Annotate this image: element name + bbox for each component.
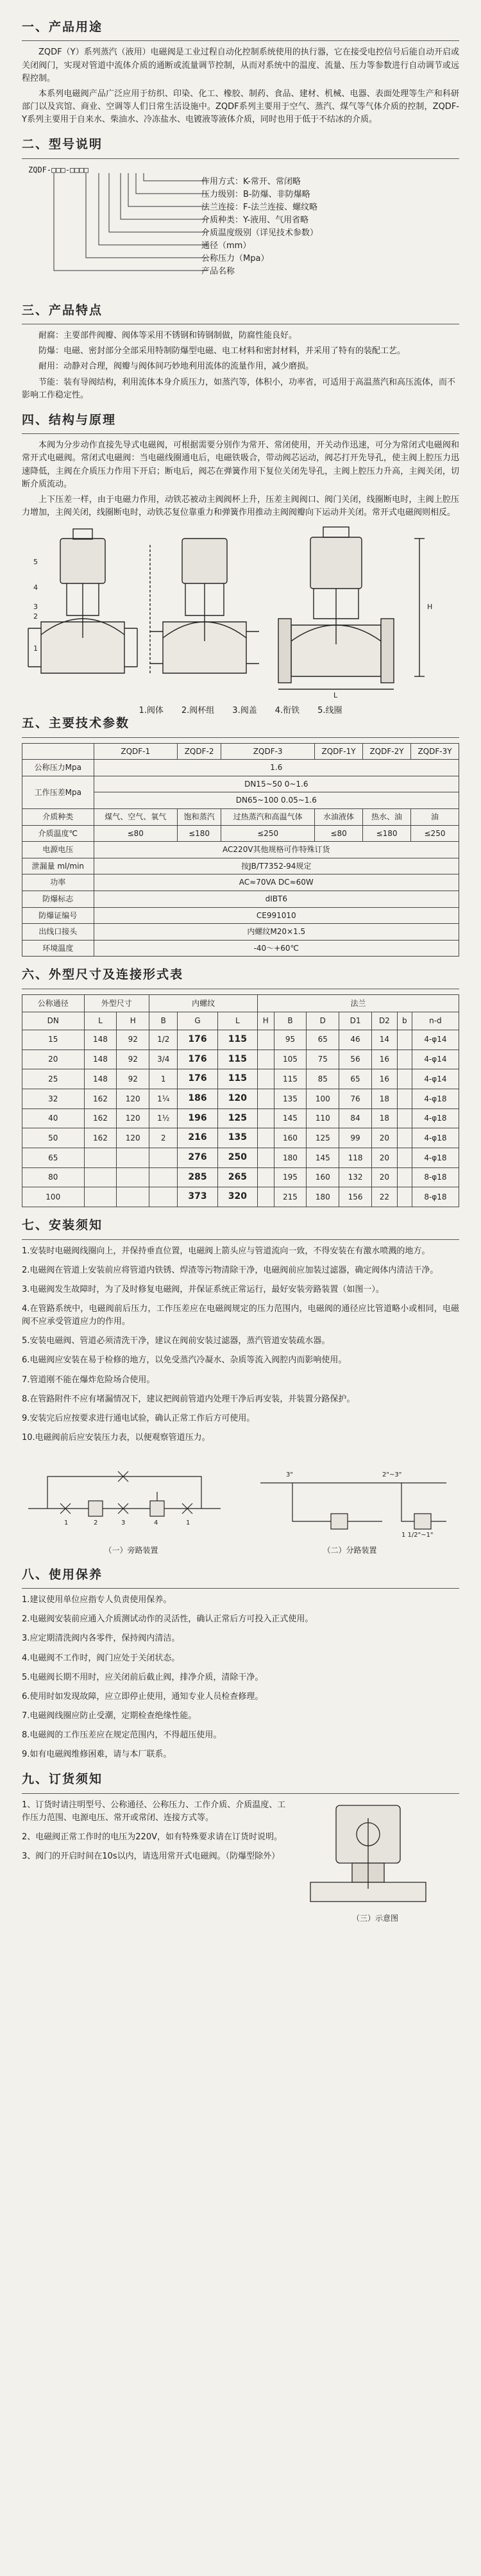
branch-caption: （二）分路装置 [323, 1546, 377, 1555]
install-item: 8.在管路附件不应有堵漏情况下，建议把阀前管道内处理干净后再安装，并装置分路保护。 [22, 1394, 355, 1404]
maintenance-item: 2.电磁阀安装前应通入介质测试动作的灵活性，确认正常后方可投入正式使用。 [22, 1614, 314, 1625]
dim-subhead: G [178, 1012, 217, 1030]
part-caption-cup: 2.阀杯组 [181, 706, 215, 716]
dim-cell: 4-φ14 [412, 1050, 459, 1069]
spec-key: 工作压差Mpa [22, 776, 94, 808]
dim-cell: 18 [371, 1089, 397, 1108]
dim-cell: 20 [371, 1128, 397, 1148]
model-label-medium: 介质种类：Y-液用、气用省略 [201, 215, 309, 225]
dim-cell: 92 [117, 1030, 149, 1050]
section-divider [22, 40, 459, 41]
dim-cell: 15 [22, 1030, 85, 1050]
model-label-name: 产品名称 [201, 266, 235, 276]
dim-cell: 56 [339, 1050, 372, 1069]
dim-cell: 80 [22, 1167, 85, 1187]
section-title-maintenance: 八、使用保养 [22, 1567, 103, 1582]
feature-corrosion: 耐腐：主要部件阀瓣、阀体等采用不锈钢和铸钢制做，防腐性能良好。 [38, 331, 298, 341]
spec-value: DN65~100 0.05~1.6 [94, 792, 459, 809]
svg-text:3: 3 [121, 1519, 126, 1527]
dim-subhead: H [258, 1012, 274, 1030]
install-item: 9.安装完后应按要求进行通电试验，确认正常工作后方可使用。 [22, 1413, 255, 1423]
table-row [22, 825, 459, 842]
pipe-captions [22, 1544, 459, 1557]
part-caption-cover: 3.阀盖 [232, 706, 257, 716]
spec-value: ≤180 [177, 825, 221, 842]
section-title-structure: 四、结构与原理 [22, 412, 117, 427]
spec-table [22, 743, 459, 957]
dim-cell: 95 [274, 1030, 307, 1050]
dim-cell: 99 [339, 1128, 372, 1148]
dim-cell [397, 1089, 412, 1108]
spec-key: 出线口接头 [22, 924, 94, 941]
table-row [22, 874, 459, 891]
table-row [22, 1108, 459, 1128]
install-item: 10.电磁阀前后应安装压力表，以便观察管道压力。 [22, 1432, 210, 1443]
dim-cell: 320 [217, 1187, 257, 1207]
dim-cell: 92 [117, 1069, 149, 1089]
order-notes [22, 1799, 291, 1925]
dim-cell [397, 1030, 412, 1050]
dim-subhead: H [117, 1012, 149, 1030]
dim-cell [258, 1108, 274, 1128]
table-row [22, 808, 459, 825]
model-label-flange: 法兰连接：F-法兰连接、螺纹略 [201, 202, 318, 212]
spec-value: 水油液体 [315, 808, 363, 825]
spec-model: ZQDF-2 [177, 743, 221, 760]
table-row [22, 858, 459, 874]
spec-value: ≤180 [363, 825, 411, 842]
install-item: 1.安装时电磁阀线圈向上，并保持垂直位置，电磁阀上箭头应与管道流向一致，不得安装在有激水喷溅的地方。 [22, 1246, 430, 1256]
structure-paragraph-2: 上下压差一样，由于电磁力作用，动铁芯被动主阀阀杯上升，压差主阀阀口、阀门关闭，线圈断电时，主阀上腔压力增加，主阀关闭，线圈断电时，动铁芯复位靠重力和弹簧作用推动主阀阀瓣向下运动并关闭。常开式电磁阀则相反。 [22, 494, 459, 517]
part-caption-coil: 5.线圈 [317, 706, 342, 716]
section-title-usage: 一、产品用途 [22, 20, 103, 34]
spec-value: dIBT6 [94, 891, 459, 907]
usage-paragraph-2: 本系列电磁阀产品广泛应用于纺织、印染、化工、橡胶、制药、食品、建材、机械、电器、表面处理等生产和科研部门以及宾馆、商业、空调等人们日常生活设施中。ZQDF系列主要用于空气、蒸汽、煤气等气体介质的控制，ZQDF-Y系列主要用于自来水、柴油水、冷冻盐水、电镀液等液体介质，同时也用于低于不结冰的介质。 [22, 88, 459, 125]
dim-cell: 16 [371, 1069, 397, 1089]
dim-cell: 180 [274, 1148, 307, 1168]
dim-subhead: B [149, 1012, 178, 1030]
dim-cell: 1¼ [149, 1089, 178, 1108]
dim-cell: 145 [307, 1148, 339, 1168]
spec-key: 泄漏量 ml/min [22, 858, 94, 874]
dim-cell: 84 [339, 1108, 372, 1128]
spec-value: 内螺纹M20×1.5 [94, 924, 459, 941]
spec-model: ZQDF-3Y [410, 743, 459, 760]
valve-cross-section-svg [22, 526, 459, 699]
spec-value: 过热蒸汽和高温气体 [221, 808, 315, 825]
spec-value: 饱和蒸汽 [177, 808, 221, 825]
dim-cell: 180 [307, 1187, 339, 1207]
dim-cell [149, 1148, 178, 1168]
explosion-proof-valve-drawing [291, 1799, 445, 1908]
order-item: 3、阀门的开启时间在10s以内，请选用常开式电磁阀。（防爆型除外） [22, 1852, 280, 1862]
dim-cell: 20 [22, 1050, 85, 1069]
dim-subhead: DN [22, 1012, 85, 1030]
spec-value: ≤250 [410, 825, 459, 842]
dim-cell: 285 [178, 1167, 217, 1187]
dim-cell: 125 [307, 1128, 339, 1148]
model-label-action: 作用方式：K-常开、常闭略 [201, 176, 301, 187]
dim-cell: 115 [217, 1069, 257, 1089]
section-title-model: 二、型号说明 [22, 137, 103, 152]
dim-cell [84, 1148, 117, 1168]
model-label-explosion: 压力级别：B-防爆、非防爆略 [201, 189, 310, 199]
table-row [22, 760, 459, 776]
dim-cell: 4-φ14 [412, 1069, 459, 1089]
dim-cell: 115 [217, 1030, 257, 1050]
dim-cell: 145 [274, 1108, 307, 1128]
dim-cell: 120 [117, 1089, 149, 1108]
table-row [22, 891, 459, 907]
bypass-caption: （一）旁路装置 [104, 1546, 158, 1555]
spec-model: ZQDF-3 [221, 743, 315, 760]
model-code-diagram [28, 164, 459, 292]
dim-cell [397, 1167, 412, 1187]
dim-cell: 162 [84, 1089, 117, 1108]
dim-cell: 176 [178, 1050, 217, 1069]
dim-cell: 2 [149, 1128, 178, 1148]
structure-paragraph-1: 本阀为分步动作直接先导式电磁阀，可根据需要分别作为常开、常闭使用，开关动作迅速，可分为常闭式电磁阀和常开式电磁阀。常闭式电磁阀：当电磁线圈通电后，电磁铁吸合，带动阀芯运动，阀芯打开先导孔，使主阀上腔压力迅速降低，主阀在介质压力作用下开启；断电后，阀芯在弹簧作用下复位关闭先导孔，主阀上腔压力升高，主阀关闭，切断介质流动。 [22, 440, 459, 489]
features-list [22, 330, 459, 402]
dim-cell: 50 [22, 1128, 85, 1148]
dim-cell: 100 [22, 1187, 85, 1207]
svg-text:1: 1 [33, 644, 38, 653]
maintenance-item: 8.电磁阀的工作压差应在规定范围内，不得超压使用。 [22, 1730, 222, 1741]
dim-cell: 160 [274, 1128, 307, 1148]
install-notes [22, 1245, 459, 1445]
table-row [22, 1030, 459, 1050]
maintenance-item: 4.电磁阀不工作时，阀门应处于关闭状态。 [22, 1653, 180, 1663]
dim-cell: 186 [178, 1089, 217, 1108]
spec-value: 煤气、空气、氧气 [94, 808, 177, 825]
dim-cell: 148 [84, 1069, 117, 1089]
model-code: ZQDF-□□□-□□□□ [28, 165, 89, 174]
table-row [22, 776, 459, 792]
model-label-diameter: 通径（mm） [201, 240, 251, 251]
dim-cell [149, 1187, 178, 1207]
dim-cell: 216 [178, 1128, 217, 1148]
table-row [22, 1128, 459, 1148]
dim-cell: 4-φ18 [412, 1089, 459, 1108]
dim-cell: 156 [339, 1187, 372, 1207]
dim-subhead: D [307, 1012, 339, 1030]
dim-cell: 46 [339, 1030, 372, 1050]
spec-value: AC≈70VA DC≈60W [94, 874, 459, 891]
dim-cell: 32 [22, 1089, 85, 1108]
dim-cell: 65 [22, 1148, 85, 1168]
svg-text:2: 2 [33, 612, 38, 621]
spec-value: AC220V其他规格可作特殊订货 [94, 842, 459, 858]
dim-cell: 20 [371, 1148, 397, 1168]
dim-cell [397, 1050, 412, 1069]
order-item: 2、电磁阀正常工作时的电压为220V，如有特殊要求请在订货时说明。 [22, 1832, 282, 1843]
dim-cell: 120 [117, 1128, 149, 1148]
install-item: 2.电磁阀在管道上安装前应将管道内铁锈、焊渣等污物清除干净，电磁阀前应加装过滤器，确定阀体内清洁干净。 [22, 1265, 439, 1275]
table-row [22, 842, 459, 858]
dimension-table [22, 994, 459, 1207]
dim-cell: 373 [178, 1187, 217, 1207]
section-divider [22, 433, 459, 434]
model-label-temperature: 介质温度级别（详见技术参数） [201, 228, 319, 238]
dim-cell: 20 [371, 1167, 397, 1187]
dim-cell: 18 [371, 1108, 397, 1128]
dim-head-outline: 外型尺寸 [84, 994, 149, 1012]
dim-cell: 132 [339, 1167, 372, 1187]
dim-subhead: L [217, 1012, 257, 1030]
dim-cell: 1½ [149, 1108, 178, 1128]
order-section [22, 1799, 459, 1925]
spec-key: 环境温度 [22, 940, 94, 957]
install-item: 3.电磁阀发生故障时，为了及时修复电磁阀，并保证系统正常运行，最好安装旁路装置（如图一）。 [22, 1284, 384, 1294]
table-row [22, 1167, 459, 1187]
dim-subhead: D1 [339, 1012, 372, 1030]
dim-cell: 162 [84, 1108, 117, 1128]
section-divider [22, 1793, 459, 1794]
table-row [22, 1148, 459, 1168]
spec-value: DN15~50 0~1.6 [94, 776, 459, 792]
install-item: 6.电磁阀应安装在易于检修的地方，以免受蒸汽冷凝水、杂质等流入阀腔内而影响使用。 [22, 1355, 347, 1366]
svg-text:1: 1 [64, 1519, 69, 1527]
spec-key: 功率 [22, 874, 94, 891]
maintenance-item: 1.建议使用单位应指专人负责使用保养。 [22, 1595, 172, 1605]
svg-text:4: 4 [154, 1519, 158, 1527]
dim-cell: 105 [274, 1050, 307, 1069]
spec-key: 防爆标志 [22, 891, 94, 907]
dim-cell: 148 [84, 1050, 117, 1069]
dim-cell: 160 [307, 1167, 339, 1187]
maintenance-item: 7.电磁阀线圈应防止受潮，定期检查绝缘性能。 [22, 1710, 197, 1721]
dim-cell [258, 1187, 274, 1207]
dim-cell: 115 [274, 1069, 307, 1089]
dim-cell: 4-φ18 [412, 1148, 459, 1168]
spec-key: 防爆证编号 [22, 907, 94, 924]
section-title-dimensions: 六、外型尺寸及连接形式表 [22, 967, 184, 982]
dim-body [22, 1030, 459, 1207]
maintenance-item: 9.如有电磁阀维修困难，请与本厂联系。 [22, 1750, 172, 1760]
dim-cell: 265 [217, 1167, 257, 1187]
dim-cell: 135 [217, 1128, 257, 1148]
branch-diagram [254, 1451, 459, 1541]
spec-value: -40～+60℃ [94, 940, 459, 957]
dim-cell: 4-φ14 [412, 1030, 459, 1050]
table-row [22, 940, 459, 957]
spec-model: ZQDF-1Y [315, 743, 363, 760]
dim-subhead: L [84, 1012, 117, 1030]
dim-cell: 4-φ18 [412, 1128, 459, 1148]
dim-cell [397, 1108, 412, 1128]
order-figure [291, 1799, 459, 1925]
dim-cell: 125 [217, 1108, 257, 1128]
dim-cell: 22 [371, 1187, 397, 1207]
dim-cell [149, 1167, 178, 1187]
svg-text:L: L [333, 691, 338, 699]
table-row [22, 1187, 459, 1207]
dim-cell: 176 [178, 1030, 217, 1050]
maintenance-notes [22, 1594, 459, 1761]
dim-cell: 215 [274, 1187, 307, 1207]
section-divider [22, 1239, 459, 1240]
svg-text:1: 1 [186, 1519, 190, 1527]
usage-paragraph-1: ZQDF（Y）系列蒸汽（液用）电磁阀是工业过程自动化控制系统使用的执行器，它在接受电控信号后能自动开启或关闭阀门，实现对管道中流体介质的通断或流量调节控制，从而对系统中的温度、流量、压力等参数进行自动调节或远程控制。 [22, 47, 459, 83]
dim-header-row-1 [22, 994, 459, 1012]
dim-cell [258, 1128, 274, 1148]
maintenance-item: 6.使用时如发现故障，应立即停止使用，通知专业人员检查修理。 [22, 1691, 264, 1702]
pipe-diagrams [22, 1451, 459, 1541]
maintenance-item: 3.应定期清洗阀内各零件，保持阀内清洁。 [22, 1634, 180, 1644]
dim-cell: 76 [339, 1089, 372, 1108]
svg-text:5: 5 [33, 558, 38, 567]
table-row [22, 907, 459, 924]
dim-cell: 3/4 [149, 1050, 178, 1069]
section-title-install: 七、安装须知 [22, 1218, 103, 1233]
dim-cell [397, 1128, 412, 1148]
dim-cell: 195 [274, 1167, 307, 1187]
dim-cell [258, 1167, 274, 1187]
dim-cell [117, 1187, 149, 1207]
dim-cell: 118 [339, 1148, 372, 1168]
svg-text:2: 2 [94, 1519, 98, 1527]
dim-cell [117, 1148, 149, 1168]
parts-caption-row [22, 705, 459, 717]
model-label-pressure: 公称压力（Mpa） [201, 253, 269, 263]
dim-subhead: n-d [412, 1012, 459, 1030]
dim-subhead: b [397, 1012, 412, 1030]
dim-cell: 148 [84, 1030, 117, 1050]
dim-cell: 196 [178, 1108, 217, 1128]
dim-cell: 250 [217, 1148, 257, 1168]
dim-cell: 162 [84, 1128, 117, 1148]
dim-cell [258, 1089, 274, 1108]
dim-cell: 85 [307, 1069, 339, 1089]
maintenance-item: 5.电磁阀长期不用时，应关闭前后截止阀，排净介质，清除干净。 [22, 1672, 264, 1682]
install-item: 5.安装电磁阀、管道必须清洗干净，建议在阀前安装过滤器，蒸汽管道安装疏水器。 [22, 1336, 330, 1346]
dim-cell: 75 [307, 1050, 339, 1069]
dim-cell [84, 1187, 117, 1207]
section-divider [22, 737, 459, 738]
dim-head-thread: 内螺纹 [149, 994, 258, 1012]
dim-cell: 100 [307, 1089, 339, 1108]
section-title-order: 九、订货须知 [22, 1772, 103, 1787]
svg-text:3": 3" [286, 1471, 293, 1479]
dim-cell [397, 1148, 412, 1168]
spec-key: 公称压力Mpa [22, 760, 94, 776]
dim-cell: 65 [307, 1030, 339, 1050]
table-row [22, 1069, 459, 1089]
part-caption-armature: 4.衔铁 [274, 706, 300, 716]
dim-cell: 14 [371, 1030, 397, 1050]
section-divider [22, 158, 459, 159]
table-row [22, 924, 459, 941]
spec-value: 按JB/T7352-94规定 [94, 858, 459, 874]
dim-cell: 65 [339, 1069, 372, 1089]
svg-text:3: 3 [33, 603, 38, 612]
dim-cell: 8-φ18 [412, 1167, 459, 1187]
model-code-leader-lines [47, 173, 214, 295]
dim-cell: 1/2 [149, 1030, 178, 1050]
table-row [22, 1089, 459, 1108]
dim-cell: 135 [274, 1089, 307, 1108]
table-row [22, 1050, 459, 1069]
order-item: 1、订货时请注明型号、公称通径、公称压力、工作介质、介质温度、工作压力范围、电源电压、常开或常闭、连接方式等。 [22, 1800, 286, 1823]
dim-subhead: B [274, 1012, 307, 1030]
dim-cell [258, 1148, 274, 1168]
dim-cell: 110 [307, 1108, 339, 1128]
feature-explosion: 防爆：电磁、密封部分全部采用特制防爆型电磁、电工材料和密封材料，并采用了特有的装配工艺。 [38, 346, 406, 356]
svg-text:H: H [427, 603, 433, 612]
dim-head-dn: 公称通径 [22, 994, 85, 1012]
dim-head-flange: 法兰 [258, 994, 459, 1012]
dim-cell [258, 1030, 274, 1050]
spec-value: ≤250 [221, 825, 315, 842]
dim-cell [258, 1050, 274, 1069]
dim-cell: 1 [149, 1069, 178, 1089]
dim-header-row-2 [22, 1012, 459, 1030]
bypass-diagram [22, 1451, 227, 1541]
spec-model: ZQDF-2Y [363, 743, 411, 760]
spec-header-row [22, 743, 459, 760]
spec-value: ≤80 [315, 825, 363, 842]
spec-value: CE991010 [94, 907, 459, 924]
part-caption-body: 1.阀体 [139, 706, 164, 716]
spec-value: 油 [410, 808, 459, 825]
dim-cell [258, 1069, 274, 1089]
dim-cell [84, 1167, 117, 1187]
dim-cell: 120 [217, 1089, 257, 1108]
feature-durable: 耐用：动静对合理，阀瓣与阀体间巧妙地利用流体的流量作用，减少磨损。 [38, 362, 314, 372]
spec-value: ≤80 [94, 825, 177, 842]
dim-subhead: D2 [371, 1012, 397, 1030]
dim-cell: 8-φ18 [412, 1187, 459, 1207]
section-title-specs: 五、主要技术参数 [22, 716, 130, 731]
svg-text:2"~3": 2"~3" [382, 1471, 402, 1479]
spec-value: 1.6 [94, 760, 459, 776]
dim-cell: 115 [217, 1050, 257, 1069]
section-title-features: 三、产品特点 [22, 303, 103, 317]
spec-key: 电源电压 [22, 842, 94, 858]
dim-cell: 276 [178, 1148, 217, 1168]
dim-cell: 92 [117, 1050, 149, 1069]
install-item: 7.管道刚不能在爆炸危险场合使用。 [22, 1375, 155, 1385]
section-divider [22, 1588, 459, 1589]
dim-cell: 4-φ18 [412, 1108, 459, 1128]
dim-cell [397, 1187, 412, 1207]
valve-structure-drawing [22, 526, 459, 716]
spec-key: 介质温度℃ [22, 825, 94, 842]
feature-energy: 节能：装有导阀结构，利用流体本身介质压力，如蒸汽等，体积小，功率省，可适用于高温蒸汽和高压流体，而不影响工作稳定性。 [22, 377, 456, 400]
dim-cell: 40 [22, 1108, 85, 1128]
dim-cell: 16 [371, 1050, 397, 1069]
dim-cell: 25 [22, 1069, 85, 1089]
spec-key: 介质种类 [22, 808, 94, 825]
spec-header-blank [22, 743, 94, 760]
spec-value: 热水、油 [363, 808, 411, 825]
spec-model: ZQDF-1 [94, 743, 177, 760]
order-figure-caption: （三）示意图 [351, 1913, 398, 1923]
dim-cell [397, 1069, 412, 1089]
dim-cell: 120 [117, 1108, 149, 1128]
dim-cell [117, 1167, 149, 1187]
install-item: 4.在管路系统中，电磁阀前后压力，工作压差应在电磁阀规定的压力范围内，电磁阀的通径应比管道略小或相同，电磁阀不应承受管道应力的作用。 [22, 1303, 459, 1327]
svg-text:1 1/2"~1": 1 1/2"~1" [401, 1532, 434, 1539]
dim-cell: 176 [178, 1069, 217, 1089]
svg-text:4: 4 [33, 583, 38, 592]
